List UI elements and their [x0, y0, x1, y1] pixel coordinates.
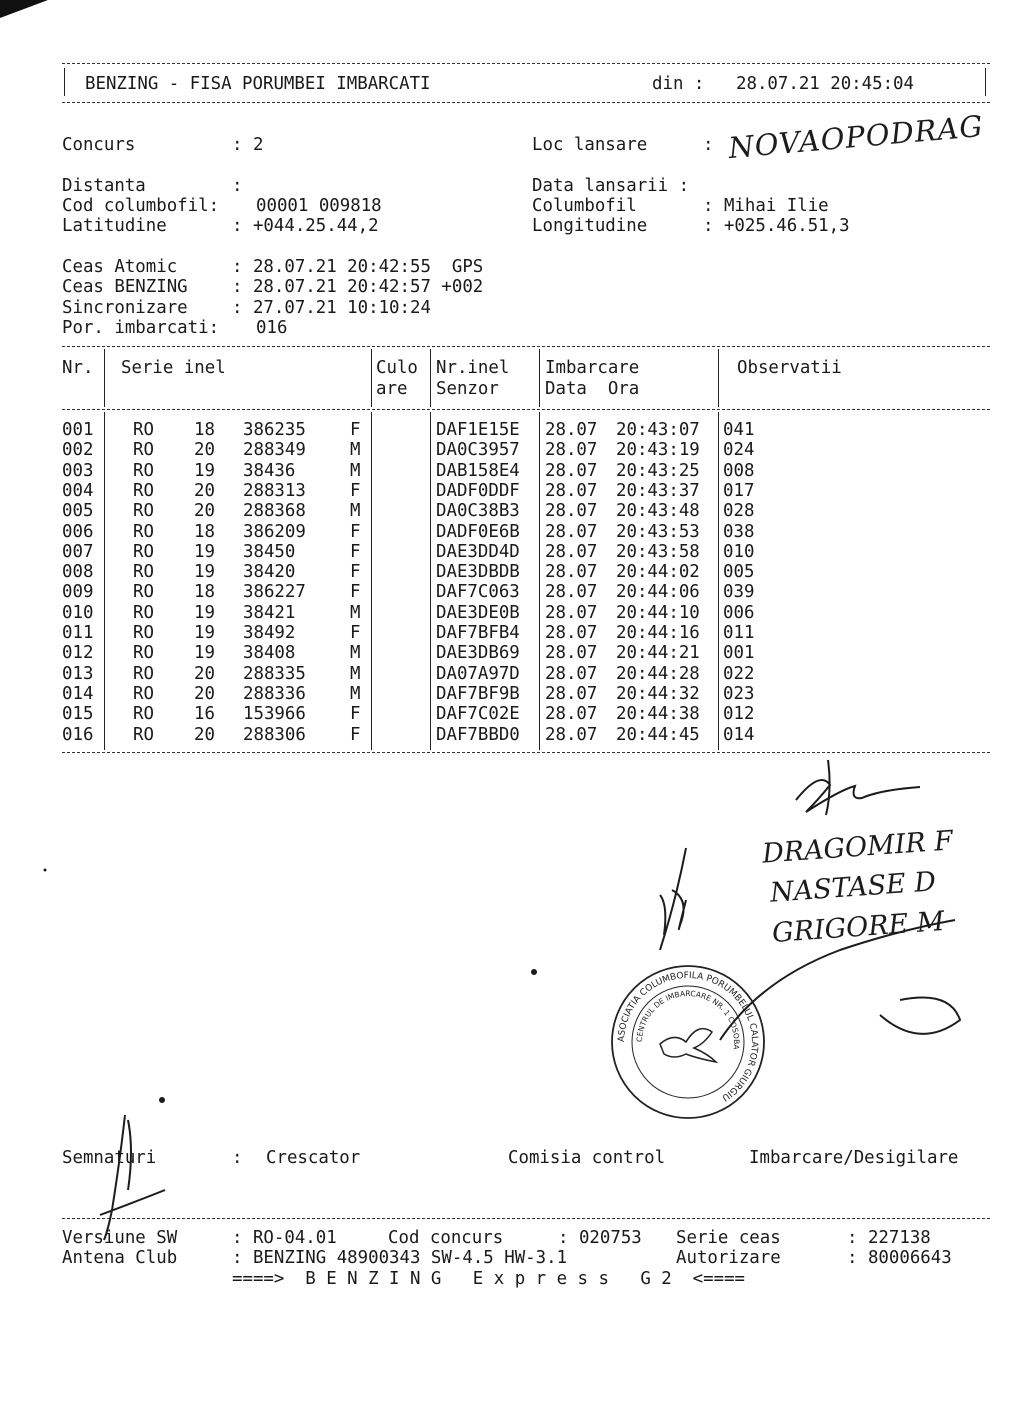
ceas-atomic-label: Ceas Atomic [62, 257, 178, 277]
cell-tara: RO [133, 420, 154, 440]
cell-data: 28.07 [545, 440, 598, 461]
cell-data: 28.07 [545, 480, 598, 501]
table-row [0, 420, 1024, 440]
cell-an: 20 [194, 480, 215, 501]
col-header-imbarcare-1: Imbarcare [545, 358, 640, 378]
cell-observatii: 005 [723, 562, 755, 583]
cell-inel: 386209 [243, 521, 306, 542]
col-divider-nr [104, 349, 105, 407]
imbarcare-desigilare-label: Imbarcare/Desigilare [749, 1148, 959, 1168]
col-header-culoare-1: Culo [376, 358, 418, 378]
col-divider-culoare [430, 349, 431, 407]
cell-observatii: 014 [723, 724, 755, 745]
cell-an: 16 [194, 704, 215, 725]
cell-observatii: 017 [723, 480, 755, 501]
cell-senzor: DAE3DD4D [436, 541, 520, 562]
cell-nr: 010 [62, 602, 94, 623]
cell-tara: RO [133, 602, 154, 623]
cell-an: 18 [194, 420, 215, 440]
table-row [0, 664, 1024, 684]
cell-senzor: DA0C38B3 [436, 501, 520, 522]
col-header-observatii: Observatii [737, 358, 842, 378]
cell-observatii: 028 [723, 501, 755, 522]
loc-lansare-label: Loc lansare [532, 135, 648, 155]
col-header-imbarcare-2: Data Ora [545, 379, 640, 399]
cell-sex: F [350, 480, 361, 501]
concurs-value: : 2 [232, 135, 264, 155]
table-row [0, 562, 1024, 582]
cell-inel: 38492 [243, 623, 296, 643]
cell-ora: 20:44:06 [616, 582, 700, 603]
cell-an: 19 [194, 602, 215, 623]
columbofil-label: Columbofil [532, 196, 637, 216]
cell-inel: 288349 [243, 440, 306, 461]
cell-nr: 006 [62, 521, 94, 542]
cell-sex: F [350, 541, 361, 562]
cell-data: 28.07 [545, 521, 598, 542]
handwritten-name-1: DRAGOMIR F [761, 825, 954, 870]
cell-observatii: 024 [723, 440, 755, 461]
cell-data: 28.07 [545, 602, 598, 623]
cell-sex: M [350, 460, 361, 481]
table-row [0, 725, 1024, 745]
cell-observatii: 001 [723, 643, 755, 664]
cell-tara: RO [133, 704, 154, 725]
dove-icon [660, 1029, 716, 1062]
cell-data: 28.07 [545, 663, 598, 684]
cell-ora: 20:43:53 [616, 521, 700, 542]
cell-observatii: 012 [723, 704, 755, 725]
cell-sex: M [350, 501, 361, 522]
cell-data: 28.07 [545, 724, 598, 745]
cell-nr: 007 [62, 541, 94, 562]
sincronizare-value: : 27.07.21 10:10:24 [232, 298, 431, 318]
concurs-label: Concurs [62, 135, 136, 155]
cell-an: 19 [194, 562, 215, 583]
cell-observatii: 041 [723, 420, 755, 440]
table-row [0, 440, 1024, 460]
cell-ora: 20:44:32 [616, 683, 700, 704]
cell-tara: RO [133, 521, 154, 542]
cell-nr: 003 [62, 460, 94, 481]
cell-sex: F [350, 704, 361, 725]
cell-tara: RO [133, 724, 154, 745]
por-imbarcati-value: 016 [256, 318, 288, 338]
data-lansarii-label: Data lansarii : [532, 176, 690, 196]
versiune-sw-label: Versiune SW [62, 1228, 178, 1248]
cod-columbofil-label: Cod columbofil: [62, 196, 220, 216]
cell-data: 28.07 [545, 643, 598, 664]
cell-nr: 004 [62, 480, 94, 501]
cell-observatii: 022 [723, 663, 755, 684]
autorizare-label: Autorizare [676, 1248, 781, 1268]
cell-an: 19 [194, 460, 215, 481]
distanta-value: : [232, 176, 243, 196]
longitudine-value: : +025.46.51,3 [703, 216, 850, 236]
cell-an: 18 [194, 582, 215, 603]
cell-senzor: DADF0E6B [436, 521, 520, 542]
document-title: BENZING - FISA PORUMBEI IMBARCATI [85, 74, 431, 94]
table-header-rule [62, 409, 990, 410]
longitudine-label: Longitudine [532, 216, 648, 236]
cell-inel: 288336 [243, 683, 306, 704]
latitudine-value: : +044.25.44,2 [232, 216, 379, 236]
cell-inel: 38421 [243, 602, 296, 623]
cell-senzor: DAE3DBDB [436, 562, 520, 583]
cell-data: 28.07 [545, 541, 598, 562]
cell-data: 28.07 [545, 562, 598, 583]
stamp-inner-text: CENTRUL DE IMBARCARE NR. 1 COSOBA [634, 988, 742, 1051]
ceas-benzing-value: : 28.07.21 20:42:57 +002 [232, 277, 484, 297]
cell-tara: RO [133, 440, 154, 461]
cell-senzor: DAF7BF9B [436, 683, 520, 704]
cell-data: 28.07 [545, 582, 598, 603]
col-header-nr-inel-2: Senzor [436, 379, 499, 399]
col-header-nr-inel-1: Nr.inel [436, 358, 510, 378]
cell-inel: 38420 [243, 562, 296, 583]
footer-rule [62, 1218, 990, 1219]
cell-inel: 386235 [243, 420, 306, 440]
din-label: din : [652, 74, 705, 94]
cell-ora: 20:44:21 [616, 643, 700, 664]
cod-concurs-value: : 020753 [558, 1228, 642, 1248]
cell-an: 19 [194, 623, 215, 643]
cell-sex: F [350, 582, 361, 603]
serie-ceas-value: : 227138 [847, 1228, 931, 1248]
cell-ora: 20:43:37 [616, 480, 700, 501]
cell-tara: RO [133, 643, 154, 664]
col-divider-imbarcare [718, 349, 719, 407]
cell-an: 18 [194, 521, 215, 542]
cell-tara: RO [133, 460, 154, 481]
cell-nr: 009 [62, 582, 94, 603]
table-row [0, 684, 1024, 704]
table-row [0, 582, 1024, 602]
cell-nr: 012 [62, 643, 94, 664]
cell-nr: 005 [62, 501, 94, 522]
cell-nr: 014 [62, 683, 94, 704]
cell-ora: 20:43:07 [616, 420, 700, 440]
serie-ceas-label: Serie ceas [676, 1228, 781, 1248]
cell-sex: M [350, 602, 361, 623]
cell-ora: 20:43:25 [616, 460, 700, 481]
loc-lansare-colon: : [703, 135, 714, 155]
cell-ora: 20:44:28 [616, 663, 700, 684]
cell-inel: 288335 [243, 663, 306, 684]
header-bottom-rule [62, 102, 990, 103]
antena-club-label: Antena Club [62, 1248, 178, 1268]
print-datetime: 28.07.21 20:45:04 [736, 74, 914, 94]
cell-data: 28.07 [545, 683, 598, 704]
cell-senzor: DA07A97D [436, 663, 520, 684]
cell-observatii: 010 [723, 541, 755, 562]
cell-inel: 288313 [243, 480, 306, 501]
comisia-control-label: Comisia control [508, 1148, 666, 1168]
cell-senzor: DADF0DDF [436, 480, 520, 501]
cell-inel: 38408 [243, 643, 296, 664]
cell-ora: 20:44:45 [616, 724, 700, 745]
cell-an: 20 [194, 724, 215, 745]
header-left-border [64, 68, 65, 96]
table-row [0, 501, 1024, 521]
header-top-rule [62, 63, 990, 64]
antena-club-value: : BENZING 48900343 SW-4.5 HW-3.1 [232, 1248, 568, 1268]
cell-nr: 001 [62, 420, 94, 440]
scan-corner-mark [0, 0, 48, 18]
cell-senzor: DAF7C063 [436, 582, 520, 603]
table-row [0, 643, 1024, 663]
cell-senzor: DA0C3957 [436, 440, 520, 461]
cell-tara: RO [133, 663, 154, 684]
cell-ora: 20:44:02 [616, 562, 700, 583]
cell-an: 20 [194, 440, 215, 461]
cell-inel: 288306 [243, 724, 306, 745]
loc-lansare-handwritten: NOVAOPODRAG [727, 108, 985, 166]
cell-sex: M [350, 440, 361, 461]
col-header-serie-inel: Serie inel [121, 358, 226, 378]
cell-inel: 386227 [243, 582, 306, 603]
cell-an: 20 [194, 501, 215, 522]
stamp-ring-text: ASOCIATIA COLUMBOFILA PORUMBELUL CALATOR GIURGIU [616, 970, 760, 1103]
cell-tara: RO [133, 562, 154, 583]
cell-nr: 013 [62, 663, 94, 684]
table-row [0, 481, 1024, 501]
cell-inel: 153966 [243, 704, 306, 725]
cell-senzor: DAE3DB69 [436, 643, 520, 664]
col-header-nr: Nr. [62, 358, 94, 378]
cell-tara: RO [133, 623, 154, 643]
header-right-border [985, 68, 986, 96]
cell-tara: RO [133, 541, 154, 562]
cell-senzor: DAF7C02E [436, 704, 520, 725]
ceas-benzing-label: Ceas BENZING [62, 277, 188, 297]
cell-inel: 38450 [243, 541, 296, 562]
cell-nr: 002 [62, 440, 94, 461]
cell-tara: RO [133, 480, 154, 501]
cell-an: 20 [194, 683, 215, 704]
table-row [0, 623, 1024, 643]
cell-inel: 38436 [243, 460, 296, 481]
semnaturi-label: Semnaturi [62, 1148, 157, 1168]
por-imbarcati-label: Por. imbarcati: [62, 318, 220, 338]
cell-ora: 20:43:58 [616, 541, 700, 562]
cell-nr: 011 [62, 623, 94, 643]
cell-senzor: DAB158E4 [436, 460, 520, 481]
col-divider-senzor [539, 349, 540, 407]
cell-tara: RO [133, 683, 154, 704]
cell-tara: RO [133, 582, 154, 603]
col-header-culoare-2: are [376, 379, 408, 399]
cell-data: 28.07 [545, 460, 598, 481]
ceas-atomic-value: : 28.07.21 20:42:55 GPS [232, 257, 484, 277]
cell-senzor: DAF1E15E [436, 420, 520, 440]
cell-data: 28.07 [545, 704, 598, 725]
distanta-label: Distanta [62, 176, 146, 196]
col-divider-serie [371, 349, 372, 407]
cell-ora: 20:44:10 [616, 602, 700, 623]
crescator-label: Crescator [266, 1148, 361, 1168]
cell-data: 28.07 [545, 623, 598, 643]
cell-senzor: DAF7BFB4 [436, 623, 520, 643]
cell-an: 20 [194, 663, 215, 684]
association-stamp [608, 962, 768, 1122]
cell-ora: 20:44:38 [616, 704, 700, 725]
cell-nr: 015 [62, 704, 94, 725]
cell-an: 19 [194, 541, 215, 562]
table-row [0, 542, 1024, 562]
table-row [0, 603, 1024, 623]
cell-an: 19 [194, 643, 215, 664]
versiune-sw-value: : RO-04.01 [232, 1228, 337, 1248]
handwritten-name-3: GRIGORE M [771, 906, 946, 949]
cell-nr: 008 [62, 562, 94, 583]
sincronizare-label: Sincronizare [62, 298, 188, 318]
benzing-express-banner: ====> B E N Z I N G E x p r e s s G 2 <==== [232, 1269, 746, 1289]
cell-sex: M [350, 663, 361, 684]
cell-ora: 20:43:48 [616, 501, 700, 522]
cell-observatii: 023 [723, 683, 755, 704]
cell-sex: F [350, 623, 361, 643]
cell-ora: 20:44:16 [616, 623, 700, 643]
cell-nr: 016 [62, 724, 94, 745]
table-top-rule [62, 346, 990, 347]
table-row [0, 522, 1024, 542]
cell-observatii: 008 [723, 460, 755, 481]
table-bottom-rule [62, 752, 990, 753]
columbofil-value: : Mihai Ilie [703, 196, 829, 216]
semnaturi-colon: : [232, 1148, 243, 1168]
cell-tara: RO [133, 501, 154, 522]
cell-data: 28.07 [545, 501, 598, 522]
cod-concurs-label: Cod concurs [388, 1228, 504, 1248]
cell-data: 28.07 [545, 420, 598, 440]
latitudine-label: Latitudine [62, 216, 167, 236]
cell-sex: F [350, 420, 361, 440]
cell-observatii: 039 [723, 582, 755, 603]
cell-sex: M [350, 643, 361, 664]
cell-observatii: 006 [723, 602, 755, 623]
cell-senzor: DAF7BBD0 [436, 724, 520, 745]
handwritten-name-2: NASTASE D [769, 866, 937, 909]
cell-observatii: 038 [723, 521, 755, 542]
cell-ora: 20:43:19 [616, 440, 700, 461]
table-row [0, 461, 1024, 481]
cell-observatii: 011 [723, 623, 755, 643]
cell-sex: M [350, 683, 361, 704]
cell-inel: 288368 [243, 501, 306, 522]
table-row [0, 704, 1024, 724]
cell-sex: F [350, 521, 361, 542]
cod-columbofil-value: 00001 009818 [256, 196, 382, 216]
cell-sex: F [350, 724, 361, 745]
cell-senzor: DAE3DE0B [436, 602, 520, 623]
cell-sex: F [350, 562, 361, 583]
autorizare-value: : 80006643 [847, 1248, 952, 1268]
